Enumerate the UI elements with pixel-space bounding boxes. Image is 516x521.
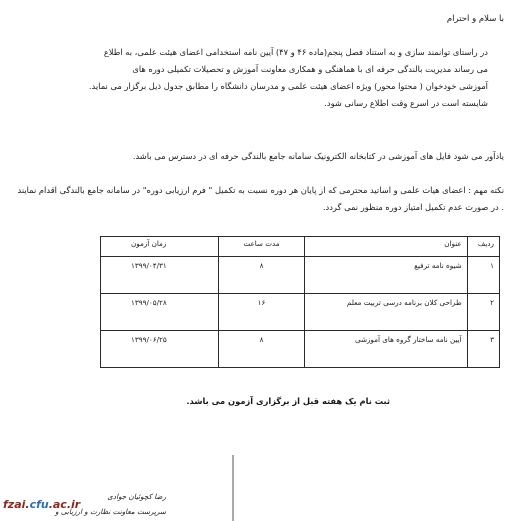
table-row xyxy=(101,331,500,368)
row-title: طراحی کلان برنامه درسی تربیت معلم xyxy=(304,294,467,331)
intro-paragraph xyxy=(14,44,488,112)
header-title: عنوان xyxy=(304,237,467,257)
watermark-part-2: cfu xyxy=(29,498,49,511)
row-duration: ۱۶ xyxy=(219,294,305,331)
row-duration: ۸ xyxy=(219,331,305,368)
courses-table xyxy=(100,236,500,368)
table-header-row xyxy=(101,237,500,257)
table-row xyxy=(101,294,500,331)
header-num: ردیف xyxy=(467,237,499,257)
intro-line-3: آموزشی خودخوان ( محتوا محور) ویژه اعضای هیئت علمی و مدرسان دانشگاه را مطابق جدول ذیل برگزار می نماید. xyxy=(88,81,488,91)
row-exam-date: ۱۳۹۹/۰۴/۳۱ xyxy=(101,257,219,294)
row-title: آیین نامه ساختار گروه های آموزشی xyxy=(304,331,467,368)
watermark-part-3: .ac.ir xyxy=(48,498,81,511)
row-title: شیوه نامه ترفیع xyxy=(304,257,467,294)
signatory-role: سرپرست معاونت نظارت و ارزیابی و xyxy=(55,507,166,516)
signature-stroke xyxy=(232,455,234,521)
header-duration: مدت ساعت xyxy=(219,237,305,257)
important-note-paragraph: نکته مهم : اعضای هیات علمی و اساتید محترمی که از پایان هر دوره نسبت به تکمیل " فرم ارزیابی دوره" در سامانه جامع بالندگی اقدام نمایند . در صورت عدم تکمیل امتیاز دوره منظور نمی گردد. xyxy=(17,185,504,212)
row-exam-date: ۱۳۹۹/۰۵/۲۸ xyxy=(101,294,219,331)
row-num: ۳ xyxy=(467,331,499,368)
signatory-name: رضا کچوئیان جوادی xyxy=(107,492,166,501)
row-exam-date: ۱۳۹۹/۰۶/۲۵ xyxy=(101,331,219,368)
header-exam-date: زمان آزمون xyxy=(101,237,219,257)
intro-line-1: در راستای توانمند سازی و به استناد فصل پنجم(ماده ۴۶ و ۴۷) آیین نامه استخدامی اعضای هیئت علمی، به اطلاع xyxy=(103,47,488,57)
registration-notice: ثبت نام یک هفته قبل از برگزاری آزمون می باشد. xyxy=(186,396,390,406)
row-num: ۲ xyxy=(467,294,499,331)
row-duration: ۸ xyxy=(219,257,305,294)
intro-line-4: شایسته است در اسرع وقت اطلاع رسانی شود. xyxy=(324,98,488,108)
intro-line-2: می رساند مدیریت بالندگی حرفه ای با هماهنگی و همکاری معاونت آموزش و تحصیلات تکمیلی دوره های xyxy=(132,64,488,74)
table-row xyxy=(101,257,500,294)
watermark-part-1: fzai. xyxy=(3,498,30,511)
reminder-paragraph: یادآور می شود فایل های آموزشی در کتابخانه الکترونیک سامانه جامع بالندگی حرفه ای در دسترس می باشد. xyxy=(132,151,504,161)
site-watermark xyxy=(3,498,80,511)
row-num: ۱ xyxy=(467,257,499,294)
greeting: با سلام و احترام xyxy=(446,14,504,24)
